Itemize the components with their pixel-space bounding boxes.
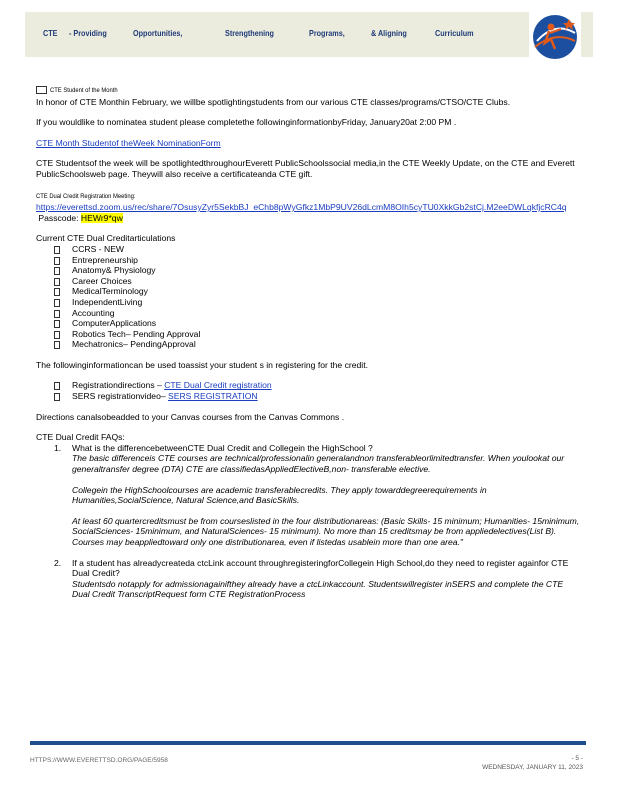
faq-question: What is the differencebetweenCTE Dual Credit and Collegein the HighSchool ? — [72, 442, 373, 453]
list-item: Career Choices — [54, 276, 582, 287]
section-heading: CTE Student of the Month — [36, 84, 582, 97]
school-logo — [529, 11, 581, 63]
newsletter-content — [36, 84, 582, 600]
list-item: IndependentLiving — [54, 297, 582, 308]
footer-info — [482, 754, 583, 772]
nomination-form-link[interactable]: CTE Month Studentof theWeek NominationForm — [36, 137, 221, 148]
footer-date: WEDNESDAY, JANUARY 11, 2023 — [482, 764, 583, 771]
meeting-label: CTE Dual Credit Registration Meeting: — [36, 192, 136, 200]
canvas-paragraph: Directions canalsobeadded to your Canvas courses from the Canvas Commons . — [36, 411, 345, 422]
list-item: Robotics Tech– Pending Approval — [54, 329, 582, 340]
banner-item: & Aligning — [371, 28, 407, 38]
checkbox-icon — [36, 86, 47, 94]
articulations-title: Current CTE Dual Creditarticulations — [36, 233, 176, 244]
footer-divider — [30, 741, 586, 745]
list-item: ComputerApplications — [54, 318, 582, 329]
list-item: Accounting — [54, 308, 582, 319]
spotlight-paragraph: CTE Studentsof the week will be spotlightedthroughourEverett PublicSchoolssocial media,in the CTE Weekly Update, on the CTE and Everett PublicSchoolsweb page. Theywill also receive a certificateanda CTE gift. — [36, 158, 575, 179]
faq-answer: Collegein the HighSchoolcourses are academic transferablecredits. They apply towarddegreerequirements in Humanities,SocialScience, Natural Science,and BasicSkills. — [72, 484, 487, 506]
faq-answer: The basic differenceis CTE courses are technical/professionalin generalandnon transferableorlimitedtransfer. When youlookat our generaltransfer degree (DTA) CTE are classifiedasAppliedElectiveB,non- transferable elective. — [72, 453, 565, 475]
list-item: SERS registrationvideo– SERS REGISTRATION — [54, 391, 582, 402]
faq-list — [36, 443, 582, 600]
list-item: Registrationdirections – CTE Dual Credit registration — [54, 380, 582, 391]
banner-item: Programs, — [309, 28, 345, 38]
intro-paragraph: In honor of CTE Monthin February, we willbe spotlightingstudents from our various CTE classes/programs/CTSO/CTE Clubs. — [36, 96, 511, 107]
list-item: Mechatronics– PendingApproval — [54, 339, 582, 350]
faq-item: 1. What is the differencebetweenCTE Dual Credit and Collegein the HighSchool ? The basic differenceis CTE courses are technical/professionalin generalandnon transferableorlimitedtransfer. When youlookat our generaltransfer degree (DTA) CTE are classifiedasAppliedElectiveB,non- transferable elective. Collegein the HighSchoolcourses are academic transferablecredits. They apply towarddegreerequirements in Humanities,SocialScience, Natural Science,and BasicSkills. At least 60 quartercreditsmust be from courseslisted in the four distributionareas: (Basic Skills- 15 minimum; Humanities- 15minimum, SocialSciences- 15minimum, and NaturalSciences- 15 minimum). No more than 15 creditsmay be from appliedelectives(List B). Courses may beappliedtoward only one distributionarea, even if listedas usablein more than one area." — [54, 443, 582, 548]
page-number: - 5 - — [571, 755, 583, 762]
list-item: Anatomy& Physiology — [54, 265, 582, 276]
meeting-recording-link[interactable]: https://everettsd.zoom.us/rec/share/7OsusyZyr5SekbBJ_eChb8pWyGfkz1MbP9UV26dLcmM8OIh5cyTU0XkkGb2stCj.M2eeDWLqkfjcRC4q — [36, 202, 567, 213]
registration-list — [36, 380, 582, 401]
assist-paragraph: The followinginformationcan be used toassist your student s in registering for the credit. — [36, 359, 368, 370]
banner-item: Opportunities, — [133, 28, 183, 38]
faq-title: CTE Dual Credit FAQs: — [36, 432, 125, 443]
registration-directions-link[interactable]: CTE Dual Credit registration — [164, 380, 272, 391]
articulations-list — [36, 244, 582, 350]
faq-answer: Studentsdo notapply for admissionagainifthey already have a ctcLinkaccount. Studentswillregister inSERS and complete the CTE Dual Credit TranscriptRequest form CTE RegistrationProcess — [72, 578, 564, 600]
list-item: CCRS - NEW — [54, 244, 582, 255]
banner-item: Strengthening — [225, 28, 274, 38]
banner-item: CTE — [43, 28, 58, 38]
header-banner — [25, 12, 593, 57]
nominate-paragraph: If you wouldlike to nominatea student please completethe followinginformationbyFriday, January20at 2:00 PM . — [36, 117, 457, 128]
passcode-value: HEWr9*qw — [80, 212, 123, 223]
passcode-label: Passcode: — [38, 212, 79, 223]
footer-url: HTTPS://WWW.EVERETTSD.ORG/PAGE/5958 — [30, 757, 168, 764]
banner-item: Curriculum — [435, 28, 474, 38]
banner-item: - Providing — [69, 28, 107, 38]
logo-icon — [529, 11, 581, 63]
list-item: MedicalTerminology — [54, 286, 582, 297]
list-item: Entrepreneurship — [54, 255, 582, 266]
faq-answer: At least 60 quartercreditsmust be from courseslisted in the four distributionareas: (Basic Skills- 15 minimum; Humanities- 15minimum, SocialSciences- 15minimum, and NaturalSciences- 15 minimum). No more than 15 creditsmay be from appliedelectives(List B). Courses may beappliedtoward only one distributionarea, even if listedas usablein more than one area." — [72, 515, 580, 547]
faq-question: If a student has alreadycreateda ctcLink account throughregisteringforCollegein High School,do they need to register againfor CTE Dual Credit? — [72, 557, 569, 579]
faq-item: 2. If a student has alreadycreateda ctcLink account throughregisteringforCollegein High School,do they need to register againfor CTE Dual Credit? Studentsdo notapply for admissionagainifthey already have a ctcLinkaccount. Studentswillregister inSERS and complete the CTE Dual Credit TranscriptRequest form CTE RegistrationProcess — [54, 558, 582, 600]
sers-registration-link[interactable]: SERS REGISTRATION — [168, 391, 258, 402]
